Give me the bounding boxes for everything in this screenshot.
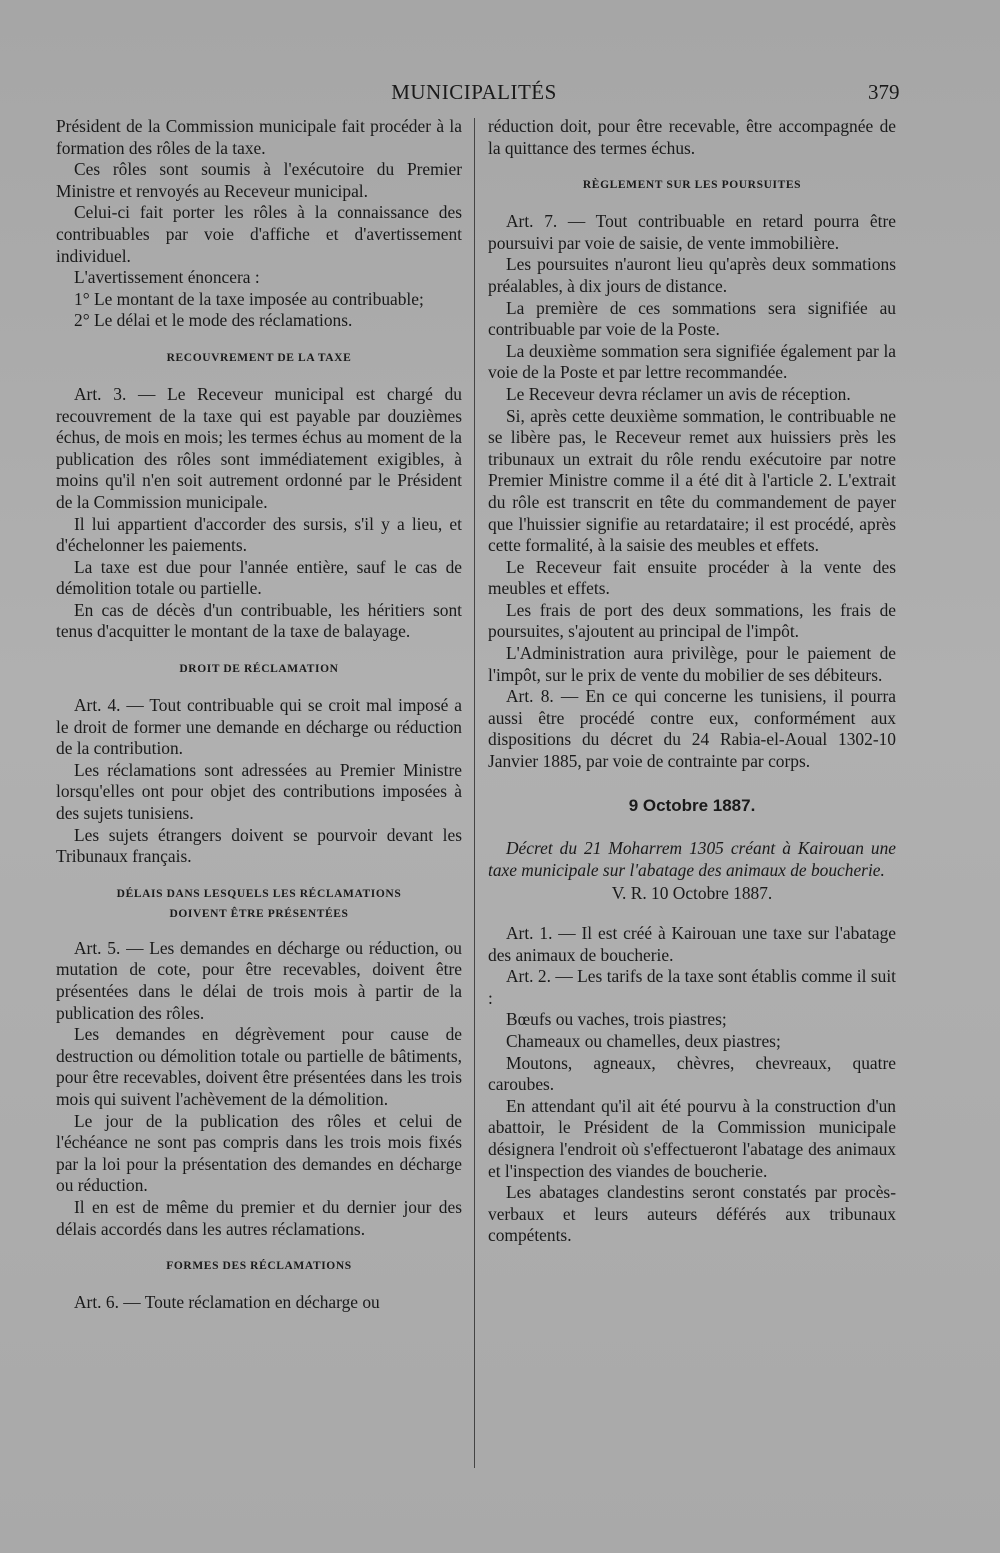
section-heading-recouvrement: RECOUVREMENT DE LA TAXE (166, 351, 352, 364)
tariff-item: Bœufs ou vaches, trois piastres; (506, 1009, 727, 1030)
page-number: 379 (868, 80, 900, 104)
paragraph: Le Receveur devra réclamer un avis de réception. (506, 383, 851, 404)
right-column (488, 116, 896, 1247)
decree-title: Décret du 21 Moharrem 1305 créant à Kairouan une taxe municipale sur l'abatage des animaux de boucherie. (488, 838, 896, 880)
paragraph: En attendant qu'il ait été pourvu à la construction d'un abattoir, le Président de la Commission municipale désignera l'endroit où s'effectueront l'abatage des animaux et l'inspection des viandes de boucherie. (488, 1095, 896, 1181)
paragraph: L'Administration aura privilège, pour le paiement de l'impôt, sur le prix de vente du mobilier de ses débiteurs. (488, 643, 896, 685)
date-heading: 9 Octobre 1887. (628, 795, 756, 815)
paragraph: Il lui appartient d'accorder des sursis, s'il y a lieu, et d'échelonner les paiements. (56, 513, 462, 556)
section-heading-delais-line1: DÉLAIS DANS LESQUELS LES RÉCLAMATIONS (116, 887, 402, 900)
paragraph: Les demandes en dégrèvement pour cause de destruction ou démolition totale ou partielle de bâtiments, pour être recevables, doivent être présentées dans les trois mois qui suivent l'achèvement de la démolition. (56, 1024, 462, 1109)
article-2: Art. 2. — Les tarifs de la taxe sont établis comme il suit : (488, 966, 896, 1008)
section-heading-reglement: RÈGLEMENT SUR LES POURSUITES (582, 179, 802, 192)
article-1: Art. 1. — Il est créé à Kairouan une taxe sur l'abatage des animaux de boucherie. (488, 923, 896, 965)
paragraph: La deuxième sommation sera signifiée également par la voie de la Poste et par lettre recommandée. (488, 340, 896, 383)
paragraph: La taxe est due pour l'année entière, sauf le cas de démolition totale ou partielle. (56, 556, 462, 599)
article-6: Art. 6. — Toute réclamation en décharge ou (74, 1292, 380, 1313)
article-5: Art. 5. — Les demandes en décharge ou réduction, ou mutation de cote, pour être recevables, doivent être présentées dans le délai de trois mois à partir de la publication des rôles. (56, 937, 462, 1023)
section-heading-delais-line2: DOIVENT ÊTRE PRÉSENTÉES (169, 907, 349, 920)
paragraph: Les frais de port des deux sommations, les frais de poursuites, s'ajoutent au principal de l'impôt. (488, 599, 896, 642)
left-column (56, 116, 462, 1314)
paragraph: La première de ces sommations sera signifiée au contribuable par voie de la Poste. (488, 297, 896, 340)
section-heading-delais (56, 884, 462, 924)
paragraph: Les abatages clandestins seront constatés par procès-verbaux et leurs auteurs déférés aux tribunaux compétents. (488, 1182, 896, 1246)
paragraph: Le jour de la publication des rôles et celui de l'échéance ne sont pas compris dans les trois mois fixés par la loi pour la présentation des demandes en décharge ou réduction. (56, 1110, 462, 1196)
paragraph: réduction doit, pour être recevable, être accompagnée de la quittance des termes échus. (488, 116, 896, 158)
running-header-title: MUNICIPALITÉS (391, 80, 557, 104)
column-divider (474, 118, 475, 1468)
list-item: 2° Le délai et le mode des réclamations. (74, 310, 353, 331)
list-item: 1° Le montant de la taxe imposée au contribuable; (74, 288, 424, 309)
paragraph: Si, après cette deuxième sommation, le contribuable ne se libère pas, le Receveur remet aux huissiers près les tribunaux un extrait du rôle rendu exécutoire par notre Premier Ministre comme il a été dit à l'article 2. L'extrait du rôle est transcrit en tête du commandement de payer que l'huissier signifie au retardataire; il est procédé, après cette formalité, à la saisie des meubles et effets. (488, 405, 896, 556)
paragraph: Celui-ci fait porter les rôles à la connaissance des contribuables par voie d'affiche et d'avertissement individuel. (56, 202, 462, 266)
paragraph: Président de la Commission municipale fait procéder à la formation des rôles de la taxe. (56, 116, 462, 158)
paragraph: Il en est de même du premier et du dernier jour des délais accordés dans les autres réclamations. (56, 1196, 462, 1239)
paragraph: L'avertissement énoncera : (74, 267, 260, 288)
article-3: Art. 3. — Le Receveur municipal est chargé du recouvrement de la taxe qui est payable par douzièmes échus, de mois en mois; les termes échus au moment de la publication des rôles sont immédiatement exigibles, à moins qu'il n'en soit autrement ordonné par le Président de la Commission municipale. (56, 383, 462, 512)
paragraph: Le Receveur fait ensuite procéder à la vente des meubles et effets. (488, 556, 896, 599)
tariff-item: Moutons, agneaux, chèvres, chevreaux, quatre caroubes. (488, 1052, 896, 1095)
paragraph: Ces rôles sont soumis à l'exécutoire du Premier Ministre et renvoyés au Receveur municipal. (56, 159, 462, 201)
decree-reference: V. R. 10 Octobre 1887. (611, 883, 773, 904)
paragraph: Les sujets étrangers doivent se pourvoir devant les Tribunaux français. (56, 824, 462, 867)
section-heading-droit: DROIT DE RÉCLAMATION (179, 663, 339, 676)
article-8: Art. 8. — En ce qui concerne les tunisiens, il pourra aussi être procédé contre eux, conformément aux dispositions du décret du 24 Rabia-el-Aoual 1302-10 Janvier 1885, par voie de contrainte par corps. (488, 686, 896, 772)
section-heading-formes: FORMES DES RÉCLAMATIONS (166, 1260, 352, 1273)
paragraph: En cas de décès d'un contribuable, les héritiers sont tenus d'acquitter le montant de la taxe de balayage. (56, 599, 462, 642)
paragraph: Les réclamations sont adressées au Premier Ministre lorsqu'elles ont pour objet des contributions imposées à des sujets tunisiens. (56, 759, 462, 824)
article-4: Art. 4. — Tout contribuable qui se croit mal imposé a le droit de former une demande en décharge ou réduction de la contribution. (56, 695, 462, 759)
tariff-item: Chameaux ou chamelles, deux piastres; (506, 1030, 781, 1051)
article-7: Art. 7. — Tout contribuable en retard pourra être poursuivi par voie de saisie, de vente immobilière. (488, 211, 896, 253)
paragraph: Les poursuites n'auront lieu qu'après deux sommations préalables, à dix jours de distance. (488, 254, 896, 296)
